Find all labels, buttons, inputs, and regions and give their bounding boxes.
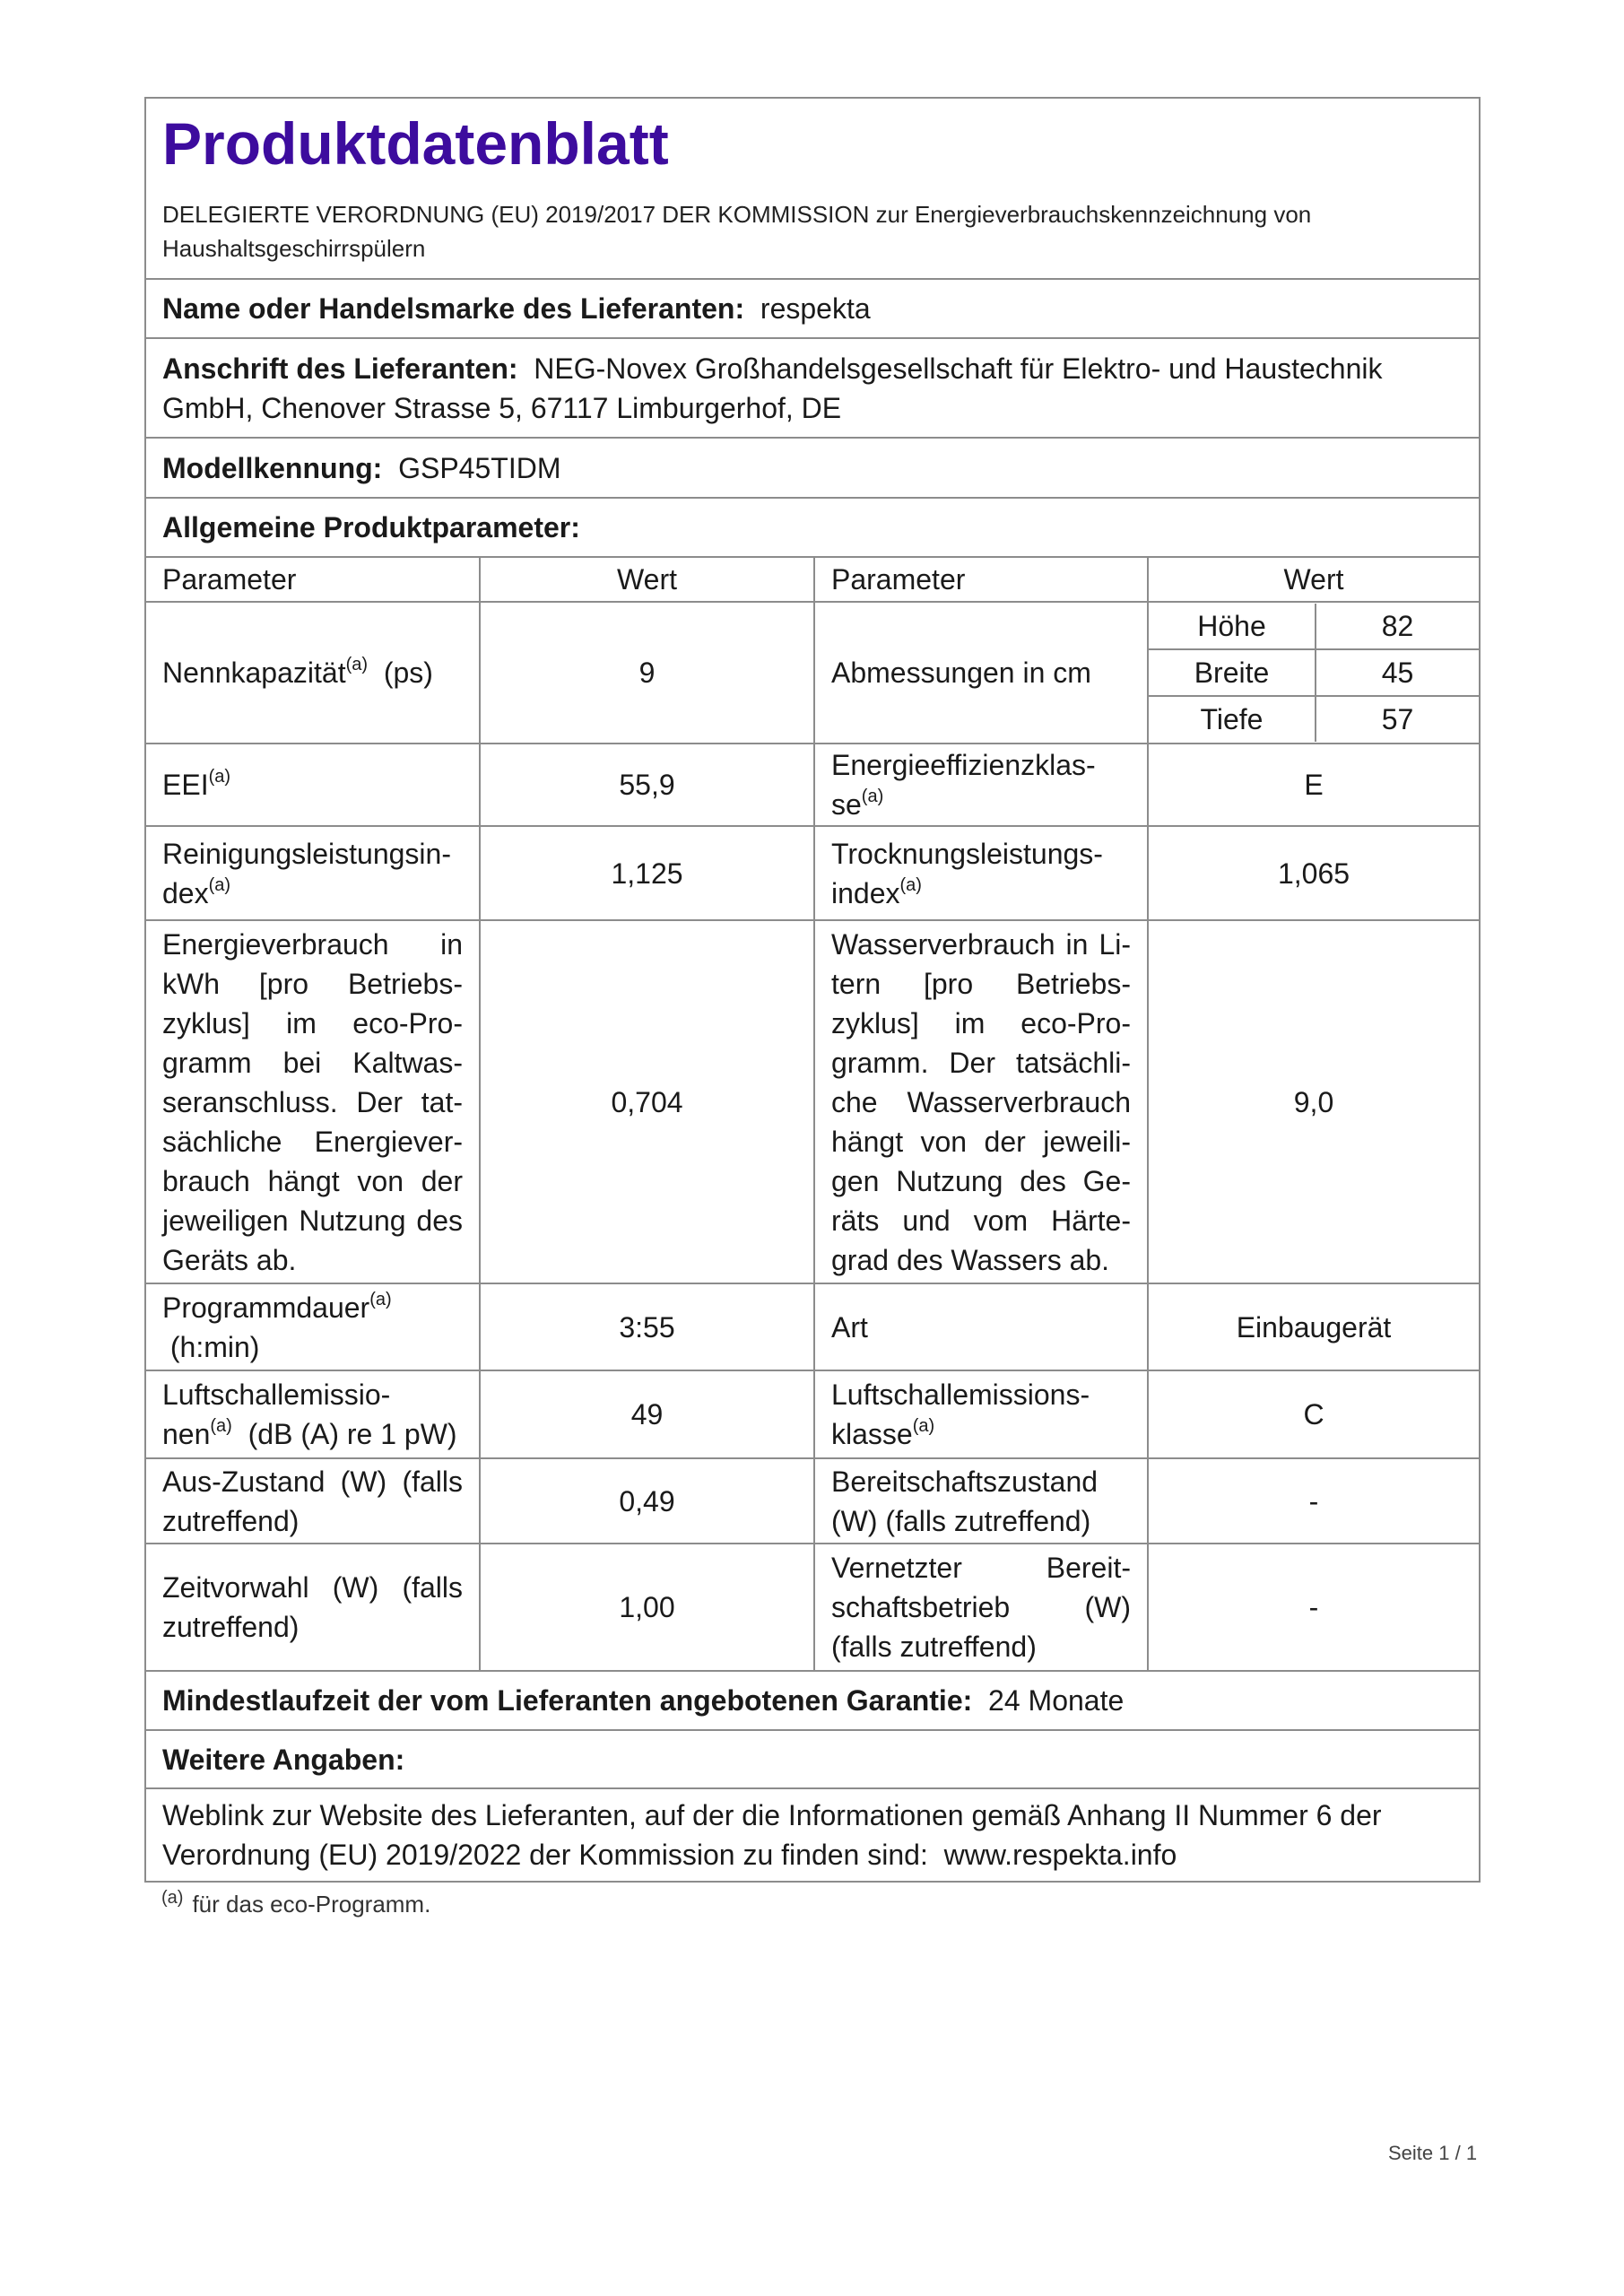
table-row xyxy=(145,1458,1480,1544)
table-row xyxy=(145,744,1480,826)
networked-standby-value: - xyxy=(1148,1544,1480,1671)
table-header-row xyxy=(145,557,1480,602)
footnote xyxy=(161,1888,431,1918)
height-label: Höhe xyxy=(1149,604,1316,649)
page-number: Seite 1 / 1 xyxy=(1388,2142,1478,2164)
delay-start-value: 1,00 xyxy=(480,1544,814,1671)
supplier-address-label: Anschrift des Lieferanten: xyxy=(162,352,518,385)
dimensions-values xyxy=(1148,602,1480,744)
program-duration-label: Programmdauer$^{(a)}$ (h:min) xyxy=(145,1283,480,1370)
width-label: Breite xyxy=(1149,649,1316,696)
cleaning-index-label: Reinigungsleistungsin-dex$^{(a)}$ xyxy=(145,826,480,920)
further-info-heading: Weitere Angaben: xyxy=(145,1730,1480,1788)
noise-emission-value: 49 xyxy=(480,1370,814,1458)
standby-label: Bereitschaftszustand (W) (falls zutreffend) xyxy=(814,1458,1148,1544)
supplier-name-label: Name oder Handelsmarke des Lieferanten: xyxy=(162,292,745,325)
depth-value: 57 xyxy=(1381,703,1414,735)
drying-index-value: 1,065 xyxy=(1148,826,1480,920)
warranty-row xyxy=(145,1671,1480,1730)
header-value-1: Wert xyxy=(480,557,814,602)
supplier-name-row xyxy=(145,279,1480,338)
type-value: Einbaugerät xyxy=(1148,1283,1480,1370)
regulation-reference: DELEGIERTE VERORDNUNG (EU) 2019/2017 DER KOMMISSION zur Energieverbrauchskennzeichnung von Haushaltsgeschirrspülern xyxy=(162,201,1312,262)
table-row xyxy=(145,920,1480,1283)
table-row xyxy=(145,1544,1480,1671)
supplier-website-link[interactable]: www.respekta.info xyxy=(943,1839,1177,1871)
energy-class-value: E xyxy=(1148,744,1480,826)
program-duration-value: 3:55 xyxy=(480,1283,814,1370)
general-parameters-heading: Allgemeine Produktparameter: xyxy=(145,498,1480,557)
delay-start-label: Zeitvorwahl (W) (falls zutreffend) xyxy=(145,1544,480,1671)
capacity-label: Nennkapazität$^{(a)}$ (ps) xyxy=(145,602,480,744)
drying-index-label: Trocknungsleistungs-index$^{(a)}$ xyxy=(814,826,1148,920)
table-row xyxy=(145,1283,1480,1370)
off-mode-label: Aus-Zustand (W) (falls zutreffend) xyxy=(145,1458,480,1544)
table-row xyxy=(145,826,1480,920)
table-row xyxy=(145,1370,1480,1458)
header-parameter-2: Parameter xyxy=(814,557,1148,602)
data-sheet-table xyxy=(144,97,1481,1883)
header-parameter-1: Parameter xyxy=(145,557,480,602)
width-value: 45 xyxy=(1316,649,1479,696)
supplier-name-value: respekta xyxy=(760,292,871,325)
networked-standby-label: Vernetzter Bereitschaftsbetrieb (W) (falls zutreffend) xyxy=(814,1544,1148,1671)
water-consumption-value: 9,0 xyxy=(1148,920,1480,1283)
model-label: Modellkennung: xyxy=(162,451,383,484)
eei-label: EEI$^{(a)}$ xyxy=(145,744,480,826)
model-row xyxy=(145,438,1480,498)
footnote-text: für das eco-Programm. xyxy=(192,1891,431,1918)
further-info-text: Weblink zur Website des Lieferanten, auf der die Informationen gemäß Anhang II Nummer 6 der Verordnung (EU) 2019/2022 der Kommission zu finden sind: xyxy=(162,1799,1382,1871)
energy-consumption-value: 0,704 xyxy=(480,920,814,1283)
energy-consumption-label: Energieverbrauch in kWh [pro Betriebszyklus] im eco-Programm bei Kaltwasseranschluss. Der tatsächliche Energieverbrauch hängt von der jeweiligen Nutzung des Geräts ab. xyxy=(145,920,480,1283)
page-title: Produktdatenblatt xyxy=(162,110,669,177)
height-value: 82 xyxy=(1316,604,1479,649)
model-value: GSP45TIDM xyxy=(398,451,561,484)
noise-class-value: C xyxy=(1148,1370,1480,1458)
eei-value: 55,9 xyxy=(480,744,814,826)
cleaning-index-value: 1,125 xyxy=(480,826,814,920)
supplier-address-row xyxy=(145,338,1480,438)
warranty-value: 24 Monate xyxy=(988,1684,1125,1717)
footnote-marker: (a) xyxy=(161,1888,184,1908)
further-info-row xyxy=(145,1788,1480,1882)
noise-emission-label: Luftschallemissio-nen$^{(a)}$ (dB (A) re 1 pW) xyxy=(145,1370,480,1458)
supplier-address-value: NEG-Novex Großhandelsgesellschaft für Elektro- und Haustechnik GmbH, Chenover Strasse 5, 67117 Limburgerhof, DE xyxy=(162,352,1383,424)
title-section xyxy=(145,98,1480,279)
type-label: Art xyxy=(814,1283,1148,1370)
energy-class-label: Energieeffizienzklas-$se^{(a)}$ xyxy=(814,744,1148,826)
table-row xyxy=(145,602,1480,744)
off-mode-value: 0,49 xyxy=(480,1458,814,1544)
dimensions-label: Abmessungen in cm xyxy=(814,602,1148,744)
standby-value: - xyxy=(1148,1458,1480,1544)
noise-class-label: Luftschallemissions-klasse$^{(a)}$ xyxy=(814,1370,1148,1458)
warranty-label: Mindestlaufzeit der vom Lieferanten angebotenen Garantie: xyxy=(162,1684,973,1717)
depth-label: Tiefe xyxy=(1149,696,1316,742)
water-consumption-label: Wasserverbrauch in Litern [pro Betriebszyklus] im eco-Programm. Der tatsächliche Wasserverbrauch hängt von der jeweiligen Nutzung des Geräts und vom Härtegrad des Wassers ab. xyxy=(814,920,1148,1283)
capacity-value: 9 xyxy=(480,602,814,744)
product-data-sheet xyxy=(144,97,1479,1883)
header-value-2: Wert xyxy=(1148,557,1480,602)
